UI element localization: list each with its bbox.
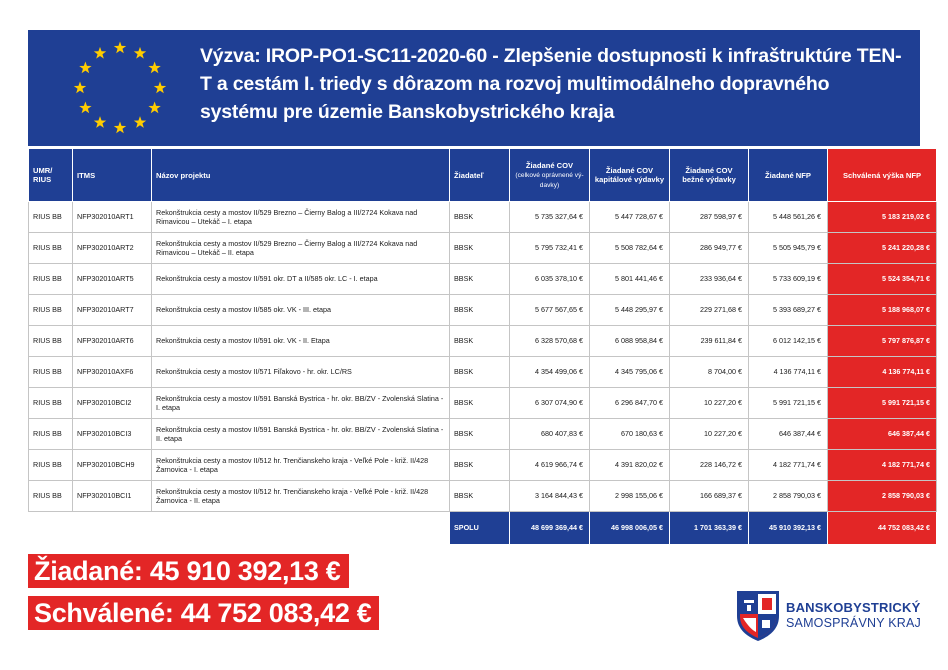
cell-cov-capital: 6 296 847,70 € (590, 388, 670, 419)
cell-itms: NFP302010ART1 (73, 202, 152, 233)
cell-nfp-requested: 5 448 561,26 € (749, 202, 828, 233)
cell-cov-total: 6 035 378,10 € (510, 264, 590, 295)
cell-cov-capital: 2 998 155,06 € (590, 481, 670, 512)
cell-itms: NFP302010ART5 (73, 264, 152, 295)
table-row (29, 233, 937, 264)
total-spacer (29, 512, 450, 545)
header-banner (28, 30, 920, 146)
cell-cov-total: 5 735 327,64 € (510, 202, 590, 233)
cell-applicant: BBSK (450, 295, 510, 326)
col-header-itms: ITMS (73, 149, 152, 202)
cell-nfp-approved: 5 183 219,02 € (828, 202, 937, 233)
cell-cov-capital: 5 448 295,97 € (590, 295, 670, 326)
logo-text-line2: SAMOSPRÁVNY KRAJ (786, 616, 921, 630)
cell-itms: NFP302010BCI2 (73, 388, 152, 419)
cell-cov-total: 680 407,83 € (510, 419, 590, 450)
cell-umr: RIUS BB (29, 202, 73, 233)
cell-applicant: BBSK (450, 450, 510, 481)
cell-cov-current: 10 227,20 € (670, 419, 749, 450)
cell-project-name: Rekonštrukcia cesty a mostov II/512 hr. Trenčianskeho kraja - Veľké Pole - križ. II/428 Žarnovica - II. etapa (152, 481, 450, 512)
total-cov-total: 48 699 369,44 € (510, 512, 590, 545)
cell-applicant: BBSK (450, 202, 510, 233)
cell-project-name: Rekonštrukcia cesty a mostov II/591 Banská Bystrica - hr. okr. BB/ZV - Zvolenská Slatina - I. etapa (152, 388, 450, 419)
cell-nfp-requested: 5 991 721,15 € (749, 388, 828, 419)
table-row (29, 481, 937, 512)
cell-cov-current: 239 611,84 € (670, 326, 749, 357)
cell-nfp-requested: 646 387,44 € (749, 419, 828, 450)
cell-project-name: Rekonštrukcia cesty a mostov II/591 okr. VK - II. Etapa (152, 326, 450, 357)
cell-cov-total: 6 328 570,68 € (510, 326, 590, 357)
table-header-row (29, 149, 937, 202)
cell-project-name: Rekonštrukcia cesty a mostov II/585 okr. VK - III. etapa (152, 295, 450, 326)
col-header-cov-total-sub: (celkové oprávnené vý-davky) (515, 171, 584, 189)
cell-applicant: BBSK (450, 419, 510, 450)
cell-nfp-requested: 5 505 945,79 € (749, 233, 828, 264)
cell-cov-current: 10 227,20 € (670, 388, 749, 419)
cell-nfp-approved: 4 136 774,11 € (828, 357, 937, 388)
table-row (29, 295, 937, 326)
col-header-applicant: Žiadateľ (450, 149, 510, 202)
cell-applicant: BBSK (450, 233, 510, 264)
cell-project-name: Rekonštrukcia cesty a mostov II/529 Brezno – Čierny Balog a III/2724 Kokava nad Rimavicou – Utekáč – I. etapa (152, 202, 450, 233)
logo-text-line1: BANSKOBYSTRICKÝ (786, 600, 921, 615)
cell-umr: RIUS BB (29, 419, 73, 450)
cell-nfp-requested: 6 012 142,15 € (749, 326, 828, 357)
cell-nfp-requested: 4 136 774,11 € (749, 357, 828, 388)
cell-umr: RIUS BB (29, 233, 73, 264)
cell-itms: NFP302010BCI3 (73, 419, 152, 450)
cell-cov-current: 166 689,37 € (670, 481, 749, 512)
cell-cov-current: 286 949,77 € (670, 233, 749, 264)
col-header-name: Názov projektu (152, 149, 450, 202)
cell-cov-current: 233 936,64 € (670, 264, 749, 295)
cell-cov-total: 3 164 844,43 € (510, 481, 590, 512)
cell-umr: RIUS BB (29, 481, 73, 512)
col-header-cov-current: Žiadané COV bežné výdavky (670, 149, 749, 202)
table-row (29, 450, 937, 481)
cell-project-name: Rekonštrukcia cesty a mostov II/591 Banská Bystrica - hr. okr. BB/ZV - Zvolenská Slatina - II. etapa (152, 419, 450, 450)
cell-nfp-approved: 5 797 876,87 € (828, 326, 937, 357)
cell-project-name: Rekonštrukcia cesty a mostov II/571 Fiľakovo - hr. okr. LC/RS (152, 357, 450, 388)
cell-nfp-approved: 5 524 354,71 € (828, 264, 937, 295)
table-row (29, 264, 937, 295)
cell-applicant: BBSK (450, 481, 510, 512)
cell-cov-current: 228 146,72 € (670, 450, 749, 481)
total-nfp-requested: 45 910 392,13 € (749, 512, 828, 545)
cell-cov-capital: 670 180,63 € (590, 419, 670, 450)
cell-itms: NFP302010ART6 (73, 326, 152, 357)
cell-cov-total: 5 795 732,41 € (510, 233, 590, 264)
cell-itms: NFP302010BCI1 (73, 481, 152, 512)
cell-project-name: Rekonštrukcia cesty a mostov II/512 hr. Trenčianskeho kraja - Veľké Pole - križ. II/428 Žarnovica - I. etapa (152, 450, 450, 481)
cell-cov-total: 6 307 074,90 € (510, 388, 590, 419)
total-cov-current: 1 701 363,39 € (670, 512, 749, 545)
col-header-cov-total-title: Žiadané COV (525, 160, 574, 170)
cell-cov-total: 4 619 966,74 € (510, 450, 590, 481)
cell-umr: RIUS BB (29, 388, 73, 419)
cell-umr: RIUS BB (29, 295, 73, 326)
cell-cov-total: 4 354 499,06 € (510, 357, 590, 388)
cell-project-name: Rekonštrukcia cesty a mostov II/591 okr. DT a II/585 okr. LC - I. etapa (152, 264, 450, 295)
cell-itms: NFP302010ART2 (73, 233, 152, 264)
col-header-nfp-requested: Žiadané NFP (749, 149, 828, 202)
cell-cov-current: 287 598,97 € (670, 202, 749, 233)
cell-nfp-approved: 5 991 721,15 € (828, 388, 937, 419)
total-nfp-approved: 44 752 083,42 € (828, 512, 937, 545)
cell-applicant: BBSK (450, 357, 510, 388)
cell-umr: RIUS BB (29, 450, 73, 481)
cell-nfp-approved: 2 858 790,03 € (828, 481, 937, 512)
table-row (29, 202, 937, 233)
table-row (29, 419, 937, 450)
cell-cov-capital: 5 508 782,64 € (590, 233, 670, 264)
total-label: SPOLU (450, 512, 510, 545)
cell-cov-current: 8 704,00 € (670, 357, 749, 388)
bbsk-logo (734, 588, 934, 644)
summary-requested: Žiadané: 45 910 392,13 € (28, 554, 349, 588)
cell-cov-capital: 6 088 958,84 € (590, 326, 670, 357)
cell-nfp-approved: 5 188 968,07 € (828, 295, 937, 326)
cell-itms: NFP302010BCH9 (73, 450, 152, 481)
cell-itms: NFP302010AXF6 (73, 357, 152, 388)
cell-nfp-approved: 5 241 220,28 € (828, 233, 937, 264)
cell-nfp-approved: 4 182 771,74 € (828, 450, 937, 481)
col-header-nfp-approved: Schválená výška NFP (828, 149, 937, 202)
cell-nfp-requested: 5 393 689,27 € (749, 295, 828, 326)
cell-itms: NFP302010ART7 (73, 295, 152, 326)
cell-applicant: BBSK (450, 326, 510, 357)
cell-applicant: BBSK (450, 264, 510, 295)
eu-flag-icon (66, 34, 174, 142)
table-row (29, 326, 937, 357)
cell-nfp-requested: 2 858 790,03 € (749, 481, 828, 512)
page-title: Výzva: IROP-PO1-SC11-2020-60 - Zlepšenie dostupnosti k infraštruktúre TEN-T a cestám I. triedy s dôrazom na rozvoj multimodálneho dopravného systému pre územie Banskobystrického kraja (200, 45, 902, 123)
col-header-umr: UMR/ RIUS (29, 149, 73, 202)
coat-of-arms-icon (734, 588, 782, 642)
cell-umr: RIUS BB (29, 326, 73, 357)
cell-cov-capital: 5 801 441,46 € (590, 264, 670, 295)
projects-table (28, 148, 937, 545)
cell-cov-total: 5 677 567,65 € (510, 295, 590, 326)
total-cov-capital: 46 998 006,05 € (590, 512, 670, 545)
cell-cov-current: 229 271,68 € (670, 295, 749, 326)
cell-project-name: Rekonštrukcia cesty a mostov II/529 Brezno – Čierny Balog a III/2724 Kokava nad Rimavicou – Utekáč – II. etapa (152, 233, 450, 264)
summary-approved: Schválené: 44 752 083,42 € (28, 596, 379, 630)
col-header-cov-capital: Žiadané COV kapitálové výdavky (590, 149, 670, 202)
table-row (29, 357, 937, 388)
table-total-row (29, 512, 937, 545)
table-row (29, 388, 937, 419)
cell-applicant: BBSK (450, 388, 510, 419)
cell-cov-capital: 4 345 795,06 € (590, 357, 670, 388)
cell-nfp-requested: 5 733 609,19 € (749, 264, 828, 295)
col-header-cov-total (510, 149, 590, 202)
cell-nfp-requested: 4 182 771,74 € (749, 450, 828, 481)
cell-umr: RIUS BB (29, 264, 73, 295)
cell-cov-capital: 4 391 820,02 € (590, 450, 670, 481)
cell-nfp-approved: 646 387,44 € (828, 419, 937, 450)
cell-umr: RIUS BB (29, 357, 73, 388)
cell-cov-capital: 5 447 728,67 € (590, 202, 670, 233)
